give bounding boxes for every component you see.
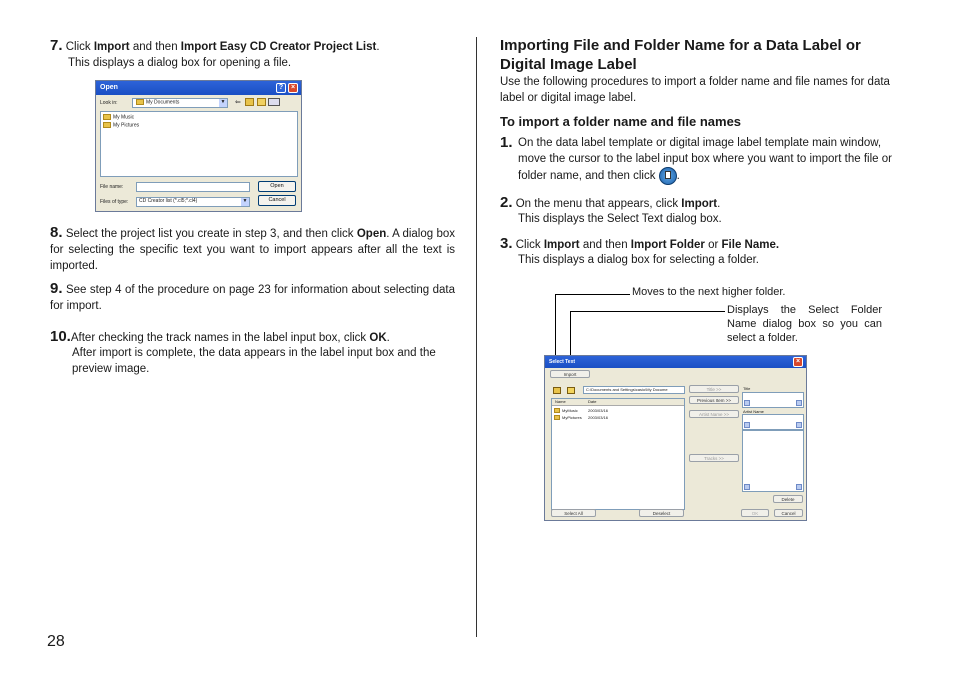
text: On the menu that appears, click [515, 198, 682, 210]
step-10 [50, 329, 460, 346]
close-icon[interactable]: × [288, 83, 298, 93]
subheading: To import a folder name and file names [500, 114, 742, 129]
col-name[interactable]: Name [555, 399, 566, 404]
text: Import [543, 239, 580, 251]
text: Import Folder [630, 239, 705, 251]
scroll-left-icon[interactable] [744, 422, 750, 428]
text: Import [93, 41, 130, 53]
cancel-button[interactable]: Cancel [774, 509, 803, 517]
text: Click [65, 41, 94, 53]
scroll-left-icon[interactable] [744, 484, 750, 490]
step-1-text [518, 135, 908, 185]
file-name-input[interactable] [136, 182, 250, 192]
select-all-button[interactable]: Select All [551, 509, 596, 517]
leader-line [555, 294, 630, 295]
chevron-down-icon[interactable]: ▼ [220, 99, 226, 105]
chevron-down-icon[interactable]: ▼ [242, 198, 248, 204]
document-icon [665, 171, 671, 179]
step-number: 1. [500, 134, 513, 151]
row-name: MyMusic [562, 408, 578, 413]
browse-folder-icon[interactable] [567, 387, 575, 394]
delete-button[interactable]: Delete [773, 495, 803, 503]
step-10-line2: After import is complete, the data appears in the label input box and the preview image. [72, 347, 436, 375]
text: Import Easy CD Creator Project List [180, 41, 377, 53]
text: File Name. [721, 239, 780, 251]
deselect-button[interactable]: Deselect [639, 509, 684, 517]
help-icon[interactable]: ? [276, 83, 286, 93]
text: Import [681, 198, 718, 210]
section-heading: Importing File and Folder Name for a Data Label or Digital Image Label [500, 37, 861, 73]
file-name-label: File name: [100, 184, 124, 190]
step-number: 7. [50, 37, 63, 54]
text: Open [356, 228, 387, 240]
step-7-line2: This displays a dialog box for opening a file. [68, 57, 292, 69]
open-button[interactable]: Open [258, 181, 296, 192]
page-number: 28 [47, 633, 65, 650]
table-row[interactable] [554, 415, 674, 421]
tracks-box[interactable] [742, 430, 804, 492]
column-divider [476, 37, 477, 637]
new-folder-icon[interactable] [257, 98, 266, 106]
col-date[interactable]: Date [588, 399, 597, 404]
text: . [376, 41, 380, 53]
text: On the data label template or digital image label template main window, move the cursor to the label input box where you want to import the file or folder name, and then click [518, 137, 892, 183]
text: . [717, 198, 721, 210]
scroll-right-icon[interactable] [796, 400, 802, 406]
dialog-titlebar [96, 81, 301, 95]
callout-select-folder: Displays the Select Folder Name dialog box so you can select a folder. [727, 304, 882, 344]
step-9 [50, 281, 455, 314]
file-type-value: CD Creator list (*.cl5;*.cl4) [139, 198, 198, 204]
artist-box[interactable] [742, 414, 804, 430]
text: and then [579, 239, 631, 251]
ok-button[interactable]: OK [741, 509, 769, 517]
scroll-left-icon[interactable] [744, 400, 750, 406]
view-menu-icon[interactable] [268, 98, 280, 106]
back-icon[interactable]: ⇐ [235, 99, 241, 106]
select-text-dialog [544, 355, 807, 521]
folder-icon [136, 99, 144, 105]
scroll-right-icon[interactable] [796, 484, 802, 490]
text: . [676, 170, 680, 183]
path-select[interactable] [583, 386, 685, 394]
file-list[interactable] [100, 111, 298, 177]
folder-list[interactable] [551, 398, 685, 510]
step-2 [500, 195, 908, 212]
text: Click [515, 239, 544, 251]
tracks-add-button[interactable]: Tracks >> [689, 454, 739, 462]
list-header [552, 399, 684, 406]
step-number: 2. [500, 194, 513, 211]
table-row[interactable] [554, 408, 674, 414]
file-type-select[interactable] [136, 197, 250, 207]
step-2-line2: This displays the Select Text dialog box. [518, 213, 722, 225]
dialog-title: Open [100, 84, 118, 91]
up-folder-icon[interactable] [245, 98, 254, 106]
folder-icon [103, 122, 111, 128]
look-in-label: Look in: [100, 100, 118, 106]
import-icon[interactable] [659, 167, 677, 185]
text: OK [369, 332, 387, 344]
item-label: My Music [113, 114, 135, 121]
step-7 [50, 38, 455, 55]
open-dialog [95, 80, 302, 212]
step-number: 10. [50, 328, 71, 345]
artist-label: Artist Name [743, 409, 764, 414]
intro-text: Use the following procedures to import a folder name and file names for data label or digital image label. [500, 76, 890, 104]
title-box[interactable] [742, 392, 804, 408]
callout-up-folder: Moves to the next higher folder. [632, 286, 786, 298]
text: or [704, 239, 722, 251]
text: Select the project list you create in step 3, and then click [65, 228, 357, 240]
previous-item-button[interactable]: Previous Item >> [689, 396, 739, 404]
leader-line [570, 311, 725, 312]
step-number: 9. [50, 280, 63, 297]
file-type-label: Files of type: [100, 199, 129, 205]
text: See step 4 of the procedure on page 23 for information about selecting data for import. [50, 284, 455, 312]
up-folder-icon[interactable] [553, 387, 561, 394]
artist-add-button[interactable]: Artist Name >> [689, 410, 739, 418]
row-date: 2003/03/16 [588, 415, 609, 420]
scroll-right-icon[interactable] [796, 422, 802, 428]
row-date: 2003/03/16 [588, 408, 609, 413]
step-number: 3. [500, 235, 513, 252]
title-label: Title [743, 386, 751, 391]
step-3 [500, 236, 908, 253]
close-icon[interactable]: × [793, 357, 803, 367]
look-in-select[interactable] [132, 98, 228, 108]
text: . A dialog box for selecting the specific text you want to import appears after all the text is imported. [50, 228, 456, 272]
step-number: 8. [50, 224, 63, 241]
dialog-titlebar [545, 356, 806, 368]
list-item[interactable] [103, 122, 139, 129]
text: . [386, 332, 390, 344]
import-tab[interactable]: Import [550, 370, 590, 378]
step-3-line2: This displays a dialog box for selecting a folder. [518, 254, 759, 266]
text: After checking the track names in the label input box, click [70, 332, 370, 344]
row-name: MyPictures [562, 415, 582, 420]
look-in-value: My Documents [146, 99, 180, 106]
text: and then [129, 41, 181, 53]
item-label: My Pictures [113, 122, 140, 129]
folder-icon [554, 415, 560, 420]
list-item[interactable] [103, 114, 134, 121]
step-8 [50, 225, 455, 274]
title-add-button[interactable]: Title >> [689, 385, 739, 393]
folder-icon [103, 114, 111, 120]
path-value: C:\Documents and Settings\casio\My Docume [586, 387, 668, 392]
cancel-button[interactable]: Cancel [258, 195, 296, 206]
folder-icon [554, 408, 560, 413]
dialog-title: Select Text [549, 359, 576, 365]
